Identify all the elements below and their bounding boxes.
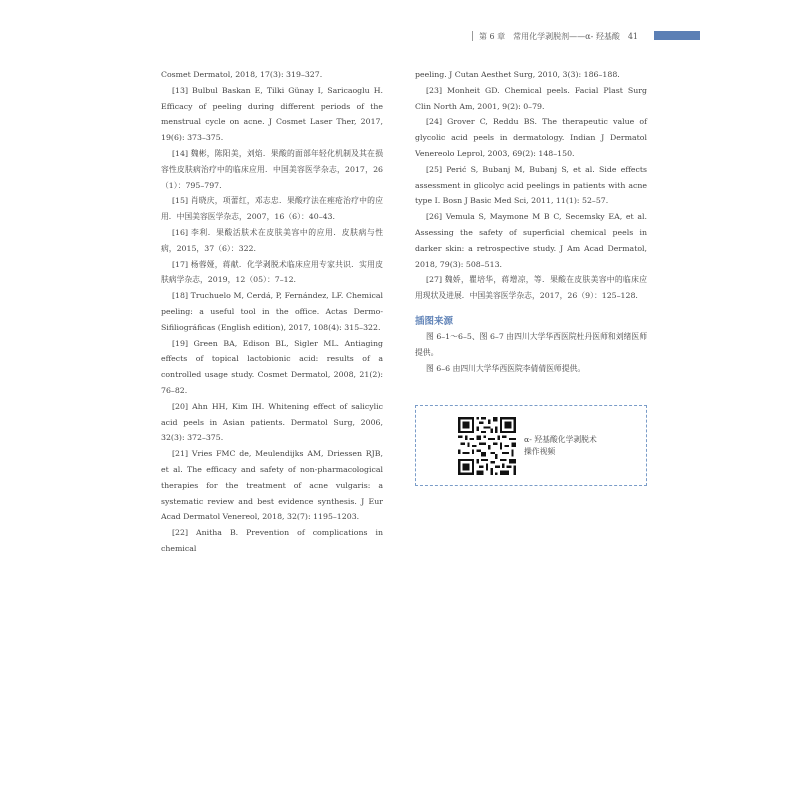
left-column bbox=[161, 67, 383, 557]
reference-item: [18] Truchuelo M, Cerdá, P, Fernández, LF. Chemical peeling: a useful tool in the office. Actas Dermo-Sifiliográficas (English edition), 2017, 108(4): 315–322. bbox=[161, 291, 383, 332]
reference-item: [27] 魏娇，瞿培华，蒋增凉，等．果酸在皮肤美容中的临床应用现状及进展．中国美容医学杂志，2017，26（9）：125–128. bbox=[415, 275, 647, 301]
reference-item: [19] Green BA, Edison BL, Sigler ML. Antiaging effects of topical lactobionic acid: results of a controlled usage study. Cosmet Dermatol, 2008, 21(2): 76–82. bbox=[161, 338, 383, 395]
chapter-title: 第 6 章 常用化学剥脱剂——α- 羟基酸 bbox=[479, 31, 620, 41]
figure-credit-line: 图 6–1～6–5、图 6–7 由四川大学华西医院杜丹医师和刘绪医师提供。 bbox=[415, 331, 647, 357]
qr-code-icon[interactable] bbox=[458, 417, 516, 475]
header-divider bbox=[472, 31, 473, 41]
right-column bbox=[415, 67, 647, 376]
video-qr-box bbox=[415, 405, 647, 486]
reference-item: [25] Perić S, Bubanj M, Bubanj S, et al. Side effects assessment in glicolyc acid peelings in patients with acne type I. Bosn J Basic Med Sci, 2011, 11(1): 52–57. bbox=[415, 164, 647, 206]
reference-item: [15] 肖晓庆，项蕾红，邓志忠．果酸疗法在痤疮治疗中的应用．中国美容医学杂志，2007，16（6）：40–43. bbox=[161, 196, 383, 222]
reference-item: [16] 李利．果酸活肤术在皮肤美容中的应用．皮肤病与性病，2015，37（6）：322. bbox=[161, 227, 383, 253]
reference-item: [13] Bulbul Baskan E, Tilki Günay I, Saricaoglu H. Efficacy of peeling during different periods of the menstrual cycle on acne. J Cosmet Laser Ther, 2017, 19(6): 373–375. bbox=[161, 85, 383, 143]
qr-caption bbox=[524, 434, 597, 458]
qr-caption-line: α- 羟基酸化学剥脱术 bbox=[524, 435, 597, 444]
reference-item: [23] Monheit GD. Chemical peels. Facial Plast Surg Clin North Am, 2001, 9(2): 0–79. bbox=[415, 85, 647, 111]
reference-item: peeling. J Cutan Aesthet Surg, 2010, 3(3): 186–188. bbox=[415, 70, 620, 79]
header-accent-band bbox=[654, 31, 700, 40]
reference-item: [24] Grover C, Reddu BS. The therapeutic value of glycolic acid peels in dermatology. Indian J Dermatol Venereolo Leprol, 2003, 69(2): 148–150. bbox=[415, 117, 647, 158]
qr-caption-line: 操作视频 bbox=[524, 447, 556, 456]
reference-item: [17] 杨蓉娅，蒋献．化学剥脱术临床应用专家共识．实用皮肤病学杂志，2019，12（05）：7–12. bbox=[161, 259, 383, 285]
reference-item: Cosmet Dermatol, 2018, 17(3): 319–327. bbox=[161, 70, 323, 79]
reference-item: [22] Anitha B. Prevention of complications in chemical bbox=[161, 528, 383, 553]
figure-credit-line: 图 6–6 由四川大学华西医院李倩倩医师提供。 bbox=[426, 363, 586, 373]
page-number: 41 bbox=[627, 31, 639, 41]
reference-item: [21] Vries FMC de, Meulendijks AM, Driessen RJB, et al. The efficacy and safety of non-pharmacological therapies for the treatment of acne vulgaris: a systematic review and best evidence synthesis. J Eur Acad Dermatol Venereol, 2018, 32(7): 1195–1203. bbox=[161, 449, 383, 522]
reference-item: [14] 魏彬，陈阳美，刘焰．果酸的面部年轻化机制及其在损容性皮肤病治疗中的临床应用．中国美容医学杂志，2017，26（1）：795–797. bbox=[161, 148, 383, 190]
running-header bbox=[472, 30, 638, 42]
reference-item: [26] Vemula S, Maymone M B C, Secemsky EA, et al. Assessing the safety of superficial chemical peels in darker skin: a retrospective study. J Am Acad Dermatol, 2018, 79(3): 508–513. bbox=[415, 212, 647, 269]
reference-item: [20] Ahn HH, Kim IH. Whitening effect of salicylic acid peels in Asian patients. Dermatol Surg, 2006, 32(3): 372–375. bbox=[161, 401, 383, 443]
figure-sources-heading: 插图来源 bbox=[415, 315, 454, 327]
